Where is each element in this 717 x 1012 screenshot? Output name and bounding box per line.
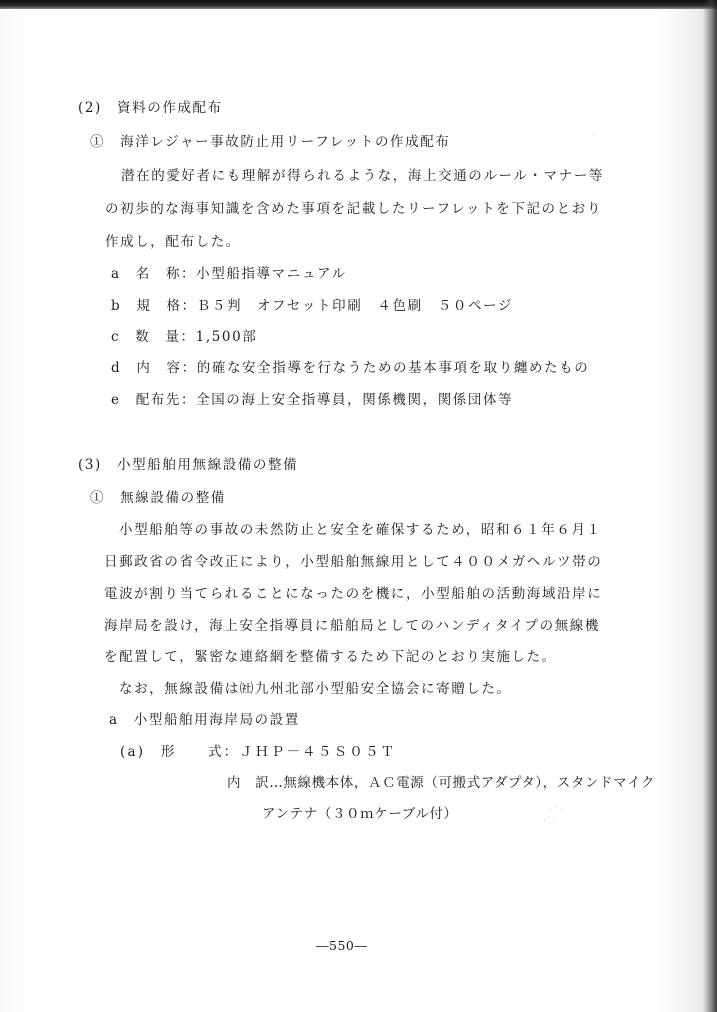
section-2-list-item: c 数 量：1,500部 (111, 329, 258, 345)
section-3-subheading-a: a 小型船舶用海岸局の設置 (109, 712, 300, 728)
section-2-list-item: a 名 称：小型船指導マニュアル (111, 266, 347, 282)
section-3-body-line: を配置して，緊密な連絡網を整備するため下記のとおり実施した。 (104, 649, 557, 665)
page-number: ―550― (316, 938, 368, 953)
section-3-breakdown-line: アンテナ（３０ｍケーブル付） (262, 806, 458, 822)
section-3-note: なお，無線設備は㈳九州北部小型船安全協会に寄贈した。 (119, 681, 512, 697)
section-3-body-line: 日郵政省の省令改正により，小型船舶無線用として４００メガヘルツ帯の (104, 554, 603, 570)
section-3-item-1-title: ① 無線設備の整備 (90, 490, 226, 506)
section-3-body-line: 小型船舶等の事故の未然防止と安全を確保するため，昭和６１年６月１ (119, 522, 602, 538)
section-2-list-item: b 規 格：Ｂ５判 オフセット印刷 ４色刷 ５０ページ (111, 298, 514, 314)
scan-speck: · (592, 130, 595, 140)
section-3-breakdown-line: 内 訳…無線機本体，ＡＣ電源（可搬式アダプタ），スタンドマイク (227, 775, 655, 791)
section-2-body-line: 潜在的愛好者にも理解が得られるような，海上交通のルール・マナー等 (121, 168, 604, 184)
section-3-body-line: 海岸局を設け，海上安全指導員に船舶局としてのハンディタイプの無線機 (104, 618, 601, 634)
section-2-heading: (2) 資料の作成配布 (78, 100, 223, 116)
section-3-body-line: 電波が割り当てられることになったのを機に，小型船舶の活動海域沿岸に (104, 586, 603, 602)
section-2-item-1-title: ① 海洋レジャー事故防止用リーフレットの作成配布 (90, 134, 451, 150)
scan-top-shadow (0, 0, 717, 9)
section-3-heading: (3) 小型船舶用無線設備の整備 (78, 457, 299, 473)
section-2-body-line: 作成し，配布した。 (105, 234, 241, 250)
scan-speck: · ˙ · (548, 806, 564, 816)
section-3-model-spec: (a) 形 式：ＪＨＰ－４５Ｓ０５Ｔ (120, 744, 397, 760)
scan-speck: ·˙ · (543, 817, 557, 827)
section-2-list-item: d 内 容：的確な安全指導を行なうための基本事項を取り纏めたもの (111, 360, 590, 376)
scan-right-shadow (703, 0, 717, 1012)
section-2-list-item: e 配布先：全国の海上安全指導員，関係機関，関係団体等 (111, 392, 514, 408)
section-2-body-line: の初歩的な海事知識を含めた事項を記載したリーフレットを下記のとおり (105, 201, 602, 217)
